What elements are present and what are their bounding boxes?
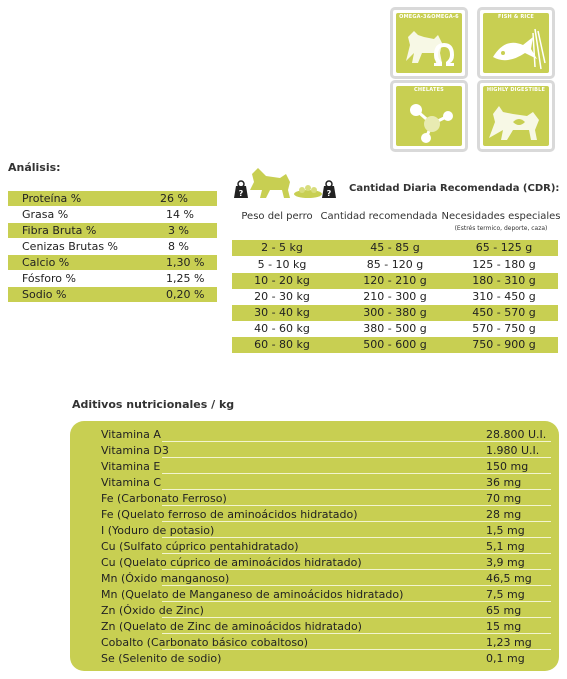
additive-row: [70, 651, 559, 666]
badge-chelates: [390, 80, 468, 152]
cdr-amount: 500 - 600 g: [363, 338, 427, 351]
additive-row: [70, 427, 559, 442]
cdr-special: 450 - 570 g: [472, 306, 536, 319]
cdr-amount: 380 - 500 g: [363, 322, 427, 335]
row-divider: [162, 633, 551, 634]
cdr-weight: 20 - 30 kg: [254, 290, 310, 303]
row-divider: [162, 601, 551, 602]
additive-row: [70, 587, 559, 602]
cdr-special: 125 - 180 g: [472, 258, 536, 271]
cdr-header-special-note: (Estrés termico, deporte, caza): [454, 225, 548, 232]
cdr-row: [232, 240, 558, 256]
row-divider: [162, 649, 551, 650]
additive-value: 7,5 mg: [486, 588, 525, 601]
cdr-amount: 300 - 380 g: [363, 306, 427, 319]
additive-value: 3,9 mg: [486, 556, 525, 569]
cdr-header-amount: Cantidad recomendada: [320, 211, 438, 222]
additive-value: 70 mg: [486, 492, 522, 505]
cdr-weight: 5 - 10 kg: [257, 258, 307, 271]
additive-row: [70, 539, 559, 554]
scale-weight-icon: [234, 181, 248, 198]
analysis-value: 26 %: [160, 192, 188, 205]
additive-value: 0,1 mg: [486, 652, 525, 665]
analysis-label: Grasa %: [22, 208, 69, 221]
row-divider: [162, 553, 551, 554]
badge-omega: [390, 7, 468, 79]
cdr-title: Cantidad Diaria Recomendada (CDR):: [349, 183, 560, 194]
additive-value: 65 mg: [486, 604, 522, 617]
badge-fish-rice: [477, 7, 555, 79]
additive-row: [70, 459, 559, 474]
cdr-amount: 45 - 85 g: [370, 241, 420, 254]
analysis-value: 3 %: [168, 224, 189, 237]
additive-value: 28 mg: [486, 508, 522, 521]
additive-value: 150 mg: [486, 460, 529, 473]
row-divider: [162, 489, 551, 490]
analysis-value: 1,30 %: [166, 256, 205, 269]
additive-row: [70, 491, 559, 506]
row-divider: [162, 505, 551, 506]
additive-row: [70, 571, 559, 586]
svg-text:?: ?: [238, 189, 244, 198]
badge-label: FISH & RICE: [498, 14, 534, 20]
cdr-weight: 2 - 5 kg: [261, 241, 303, 254]
cdr-amount: 85 - 120 g: [366, 258, 424, 271]
analysis-row: [8, 271, 217, 286]
cdr-header-weight: Peso del perro: [241, 211, 313, 222]
cdr-row: [232, 257, 558, 273]
additive-label: Se (Selenito de sodio): [101, 652, 222, 665]
analysis-row: [8, 255, 217, 270]
additive-row: [70, 443, 559, 458]
cdr-weight: 30 - 40 kg: [254, 306, 310, 319]
additive-label: Cu (Quelato cúprico de aminoácidos hidratado): [101, 556, 362, 569]
molecule-icon: [396, 86, 462, 146]
additive-row: [70, 635, 559, 650]
row-divider: [162, 617, 551, 618]
cdr-special: 750 - 900 g: [472, 338, 536, 351]
cdr-row: [232, 289, 558, 305]
additive-label: Vitamina A: [101, 428, 161, 441]
additive-row: [70, 523, 559, 538]
analysis-row: [8, 223, 217, 238]
dog-silhouette-icon: [250, 168, 290, 198]
additive-row: [70, 507, 559, 522]
additive-value: 5,1 mg: [486, 540, 525, 553]
cdr-header-special: Necesidades especiales: [441, 211, 561, 222]
analysis-label: Proteína %: [22, 192, 82, 205]
cdr-row: [232, 321, 558, 337]
additive-label: Fe (Carbonato Ferroso): [101, 492, 227, 505]
additive-value: 1,5 mg: [486, 524, 525, 537]
row-divider: [162, 585, 551, 586]
food-bowl-icon: [294, 185, 322, 198]
analysis-label: Fósforo %: [22, 272, 76, 285]
additive-value: 1,23 mg: [486, 636, 532, 649]
cdr-row: [232, 273, 558, 289]
row-divider: [162, 473, 551, 474]
cdr-amount: 120 - 210 g: [363, 274, 427, 287]
cdr-special: 570 - 750 g: [472, 322, 536, 335]
row-divider: [162, 537, 551, 538]
analysis-value: 1,25 %: [166, 272, 205, 285]
cdr-weight: 10 - 20 kg: [254, 274, 310, 287]
cdr-illustration: [232, 164, 342, 200]
cdr-special: 180 - 310 g: [472, 274, 536, 287]
additive-value: 36 mg: [486, 476, 522, 489]
additive-label: Vitamina E: [101, 460, 161, 473]
analysis-label: Sodio %: [22, 288, 67, 301]
fish-rice-icon: [483, 13, 549, 73]
row-divider: [162, 569, 551, 570]
cdr-special: 310 - 450 g: [472, 290, 536, 303]
additive-value: 46,5 mg: [486, 572, 532, 585]
additive-value: 1.980 U.I.: [486, 444, 540, 457]
additive-value: 15 mg: [486, 620, 522, 633]
additive-label: I (Yoduro de potasio): [101, 524, 215, 537]
cdr-weight: 40 - 60 kg: [254, 322, 310, 335]
additive-label: Fe (Quelato ferroso de aminoácidos hidratado): [101, 508, 358, 521]
cdr-special: 65 - 125 g: [475, 241, 533, 254]
row-divider: [162, 441, 551, 442]
badge-label: HIGHLY DIGESTIBLE: [486, 87, 546, 93]
additive-value: 28.800 U.I.: [486, 428, 547, 441]
badge-label: OMEGA-3&OMEGA-6: [399, 14, 459, 20]
analysis-value: 14 %: [166, 208, 194, 221]
additive-label: Mn (Óxido manganoso): [101, 572, 230, 585]
cdr-amount: 210 - 300 g: [363, 290, 427, 303]
additive-label: Vitamina C: [101, 476, 162, 489]
scale-weight-icon: [322, 181, 336, 198]
row-divider: [162, 457, 551, 458]
badge-label: CHELATES: [414, 87, 444, 93]
additive-row: [70, 555, 559, 570]
analysis-value: 0,20 %: [166, 288, 205, 301]
cdr-weight: 60 - 80 kg: [254, 338, 310, 351]
additive-label: Cobalto (Carbonato básico cobaltoso): [101, 636, 309, 649]
svg-text:?: ?: [326, 189, 332, 198]
additive-label: Zn (Óxido de Zinc): [101, 604, 204, 617]
additive-label: Mn (Quelato de Manganeso de aminoácidos hidratado): [101, 588, 404, 601]
analysis-value: 8 %: [168, 240, 189, 253]
cdr-row: [232, 305, 558, 321]
analysis-row: [8, 191, 217, 206]
dog-omega-icon: [396, 13, 462, 73]
row-divider: [162, 521, 551, 522]
additive-row: [70, 475, 559, 490]
analysis-row: [8, 207, 217, 222]
analysis-label: Calcio %: [22, 256, 70, 269]
additives-title: Aditivos nutricionales / kg: [72, 398, 235, 411]
cdr-row: [232, 337, 558, 353]
badge-digestible: [477, 80, 555, 152]
analysis-label: Cenizas Brutas %: [22, 240, 118, 253]
additive-label: Cu (Sulfato cúprico pentahidratado): [101, 540, 299, 553]
analysis-row: [8, 287, 217, 302]
additive-row: [70, 603, 559, 618]
analysis-label: Fibra Bruta %: [22, 224, 97, 237]
additive-label: Zn (Quelato de Zinc de aminoácidos hidratado): [101, 620, 362, 633]
additive-label: Vitamina D3: [101, 444, 169, 457]
additive-row: [70, 619, 559, 634]
analysis-title: Análisis:: [8, 161, 61, 174]
analysis-row: [8, 239, 217, 254]
digestible-dog-icon: [483, 86, 549, 146]
